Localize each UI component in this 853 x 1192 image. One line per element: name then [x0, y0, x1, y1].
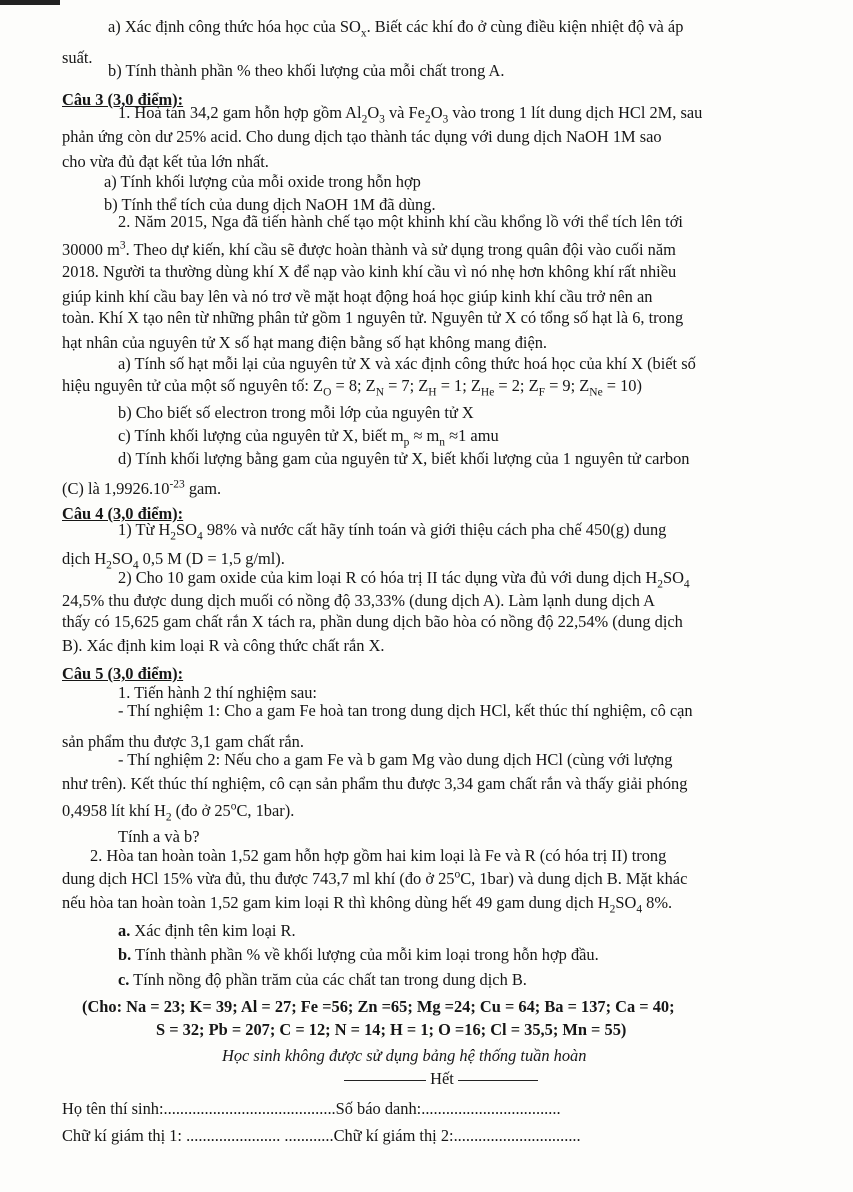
exam-note: Học sinh không được sử dụng bảng hệ thống tuần hoàn: [222, 1046, 587, 1065]
text-line: 0,4958 lít khí $H_2$ (đo ở 25$^o$C, 1bar).: [62, 800, 295, 824]
text-line: Tính a và b?: [118, 827, 200, 846]
text-line: dung dịch HCl 15% vừa đủ, thu được 743,7 ml khí (đo ở 25$^o$C, 1bar) và dung dịch B. Mặt khác: [62, 868, 688, 888]
text-line: giúp kinh khí cầu bay lên và nó trơ về mặt hoạt động hoá học giúp kinh khí cầu trở nên an: [62, 287, 653, 306]
text-line: a. Xác định tên kim loại R.: [118, 921, 296, 940]
text-line: - Thí nghiệm 2: Nếu cho a gam Fe và b gam Mg vào dung dịch HCl (cùng với lượng: [118, 750, 673, 769]
atomic-masses-line-1: (Cho: Na = 23; K= 39; Al = 27; Fe =56; Zn =65; Mg =24; Cu = 64; Ba = 137; Ca = 40;: [82, 997, 675, 1016]
text-line: a) Xác định công thức hóa học của $SO_x$. Biết các khí đo ở cùng điều kiện nhiệt độ và áp: [108, 17, 684, 40]
text-line: 1. Hoà tan 34,2 gam hỗn hợp gồm $Al_2O_3$ và $Fe_2O_3$ vào trong 1 lít dung dịch HCl 2M, sau: [118, 103, 703, 126]
text-line: c) Tính khối lượng của nguyên tử X, biết $m_p \approx m_n \approx 1$ amu: [118, 426, 499, 449]
text-line: cho vừa đủ đạt kết tủa lớn nhất.: [62, 152, 269, 171]
question-4-title: Câu 4 (3,0 điểm):: [62, 504, 184, 523]
text-line: B). Xác định kim loại R và công thức chất rắn X.: [62, 636, 385, 655]
text-line: b. Tính thành phần % về khối lượng của mỗi kim loại trong hỗn hợp đầu.: [118, 945, 599, 964]
text-line: b) Cho biết số electron trong mỗi lớp của nguyên tử X: [118, 403, 474, 422]
text-line: 2018. Người ta thường dùng khí X để nạp vào kinh khí cầu vì nó nhẹ hơn không khí rất nhiều: [62, 262, 677, 281]
text-line: toàn. Khí X tạo nên từ những phân tử gồm 1 nguyên tử. Nguyên tử X có tổng số hạt là 6, trong: [62, 308, 684, 327]
text-line: thấy có 15,625 gam chất rắn X tách ra, phần dung dịch bão hòa có nồng độ 22,54% (dung dịch: [62, 612, 683, 631]
atomic-masses-line-2: S = 32; Pb = 207; C = 12; N = 14; H = 1; O =16; Cl = 35,5; Mn = 55): [156, 1020, 627, 1039]
text-line: b) Tính thể tích của dung dịch NaOH 1M đã dùng.: [104, 195, 436, 214]
text-line: như trên). Kết thúc thí nghiệm, cô cạn sản phẩm thu được 3,34 gam chất rắn và thấy giải phóng: [62, 774, 688, 793]
text-line: 30000 $m^3$. Theo dự kiến, khí cầu sẽ được hoàn thành và sử dụng trong quân đội vào cuối năm: [62, 239, 676, 259]
text-line: sản phẩm thu được 3,1 gam chất rắn.: [62, 732, 304, 751]
text-line: b) Tính thành phần % theo khối lượng của mỗi chất trong A.: [108, 61, 505, 80]
candidate-name-field: Họ tên thí sinh:..........................................Số báo danh:..................................: [62, 1099, 561, 1118]
question-5-title: Câu 5 (3,0 điểm):: [62, 664, 184, 683]
scan-edge-mark: [0, 0, 60, 5]
text-line: 2. Năm 2015, Nga đã tiến hành chế tạo một khinh khí cầu khổng lồ với thể tích lên tới: [118, 212, 683, 231]
text-line: c. Tính nồng độ phần trăm của các chất tan trong dung dịch B.: [118, 970, 527, 989]
text-line: phản ứng còn dư 25% acid. Cho dung dịch tạo thành tác dụng với dung dịch NaOH 1M sao: [62, 127, 662, 146]
text-line: (C) là $1,9926.10^{-23}$ gam.: [62, 478, 222, 498]
text-line: a) Tính số hạt mỗi lại của nguyên tử X và xác định công thức hoá học của khí X (biết số: [118, 354, 696, 373]
text-line: nếu hòa tan hoàn toàn 1,52 gam kim loại R thì không dùng hết 49 gam dung dịch $H_2SO_4$ 8%.: [62, 893, 673, 916]
question-3-title: Câu 3 (3,0 điểm):: [62, 90, 184, 109]
text-line: hạt nhân của nguyên tử X số hạt mang điện bằng số hạt không mang điện.: [62, 333, 548, 352]
text-line: hiệu nguyên tử của một số nguyên tố: $Z_O = 8$; $Z_N = 7$; $Z_H = 1$; $Z_{He} = 2$; $Z_F = 9$; $Z_{Ne} = 10$): [62, 376, 642, 399]
text-line: suất.: [62, 48, 93, 67]
end-marker: Hết: [344, 1069, 538, 1089]
text-line: 1) Từ $H_2SO_4$ 98% và nước cất hãy tính toán và giới thiệu cách pha chế 450(g) dung: [118, 520, 667, 543]
proctor-signature-field: Chữ kí giám thị 1: ....................... ............Chữ kí giám thị 2:...............................: [62, 1126, 581, 1145]
text-line: 2) Cho 10 gam oxide của kim loại R có hóa trị II tác dụng vừa đủ với dung dịch $H_2SO_4$: [118, 568, 690, 591]
text-line: a) Tính khối lượng của mỗi oxide trong hỗn hợp: [104, 172, 421, 191]
text-line: 2. Hòa tan hoàn toàn 1,52 gam hỗn hợp gồm hai kim loại là Fe và R (có hóa trị II) trong: [90, 846, 667, 865]
text-line: d) Tính khối lượng bằng gam của nguyên tử X, biết khối lượng của 1 nguyên tử carbon: [118, 449, 690, 468]
text-line: - Thí nghiệm 1: Cho a gam Fe hoà tan trong dung dịch HCl, kết thúc thí nghiệm, cô cạn: [118, 701, 693, 720]
text-line: 24,5% thu được dung dịch muối có nồng độ 33,33% (dung dịch A). Làm lạnh dung dịch A: [62, 591, 655, 610]
text-line: 1. Tiến hành 2 thí nghiệm sau:: [118, 683, 317, 702]
text-line: dịch $H_2SO_4$ 0,5 M (D = 1,5 g/ml).: [62, 549, 285, 572]
